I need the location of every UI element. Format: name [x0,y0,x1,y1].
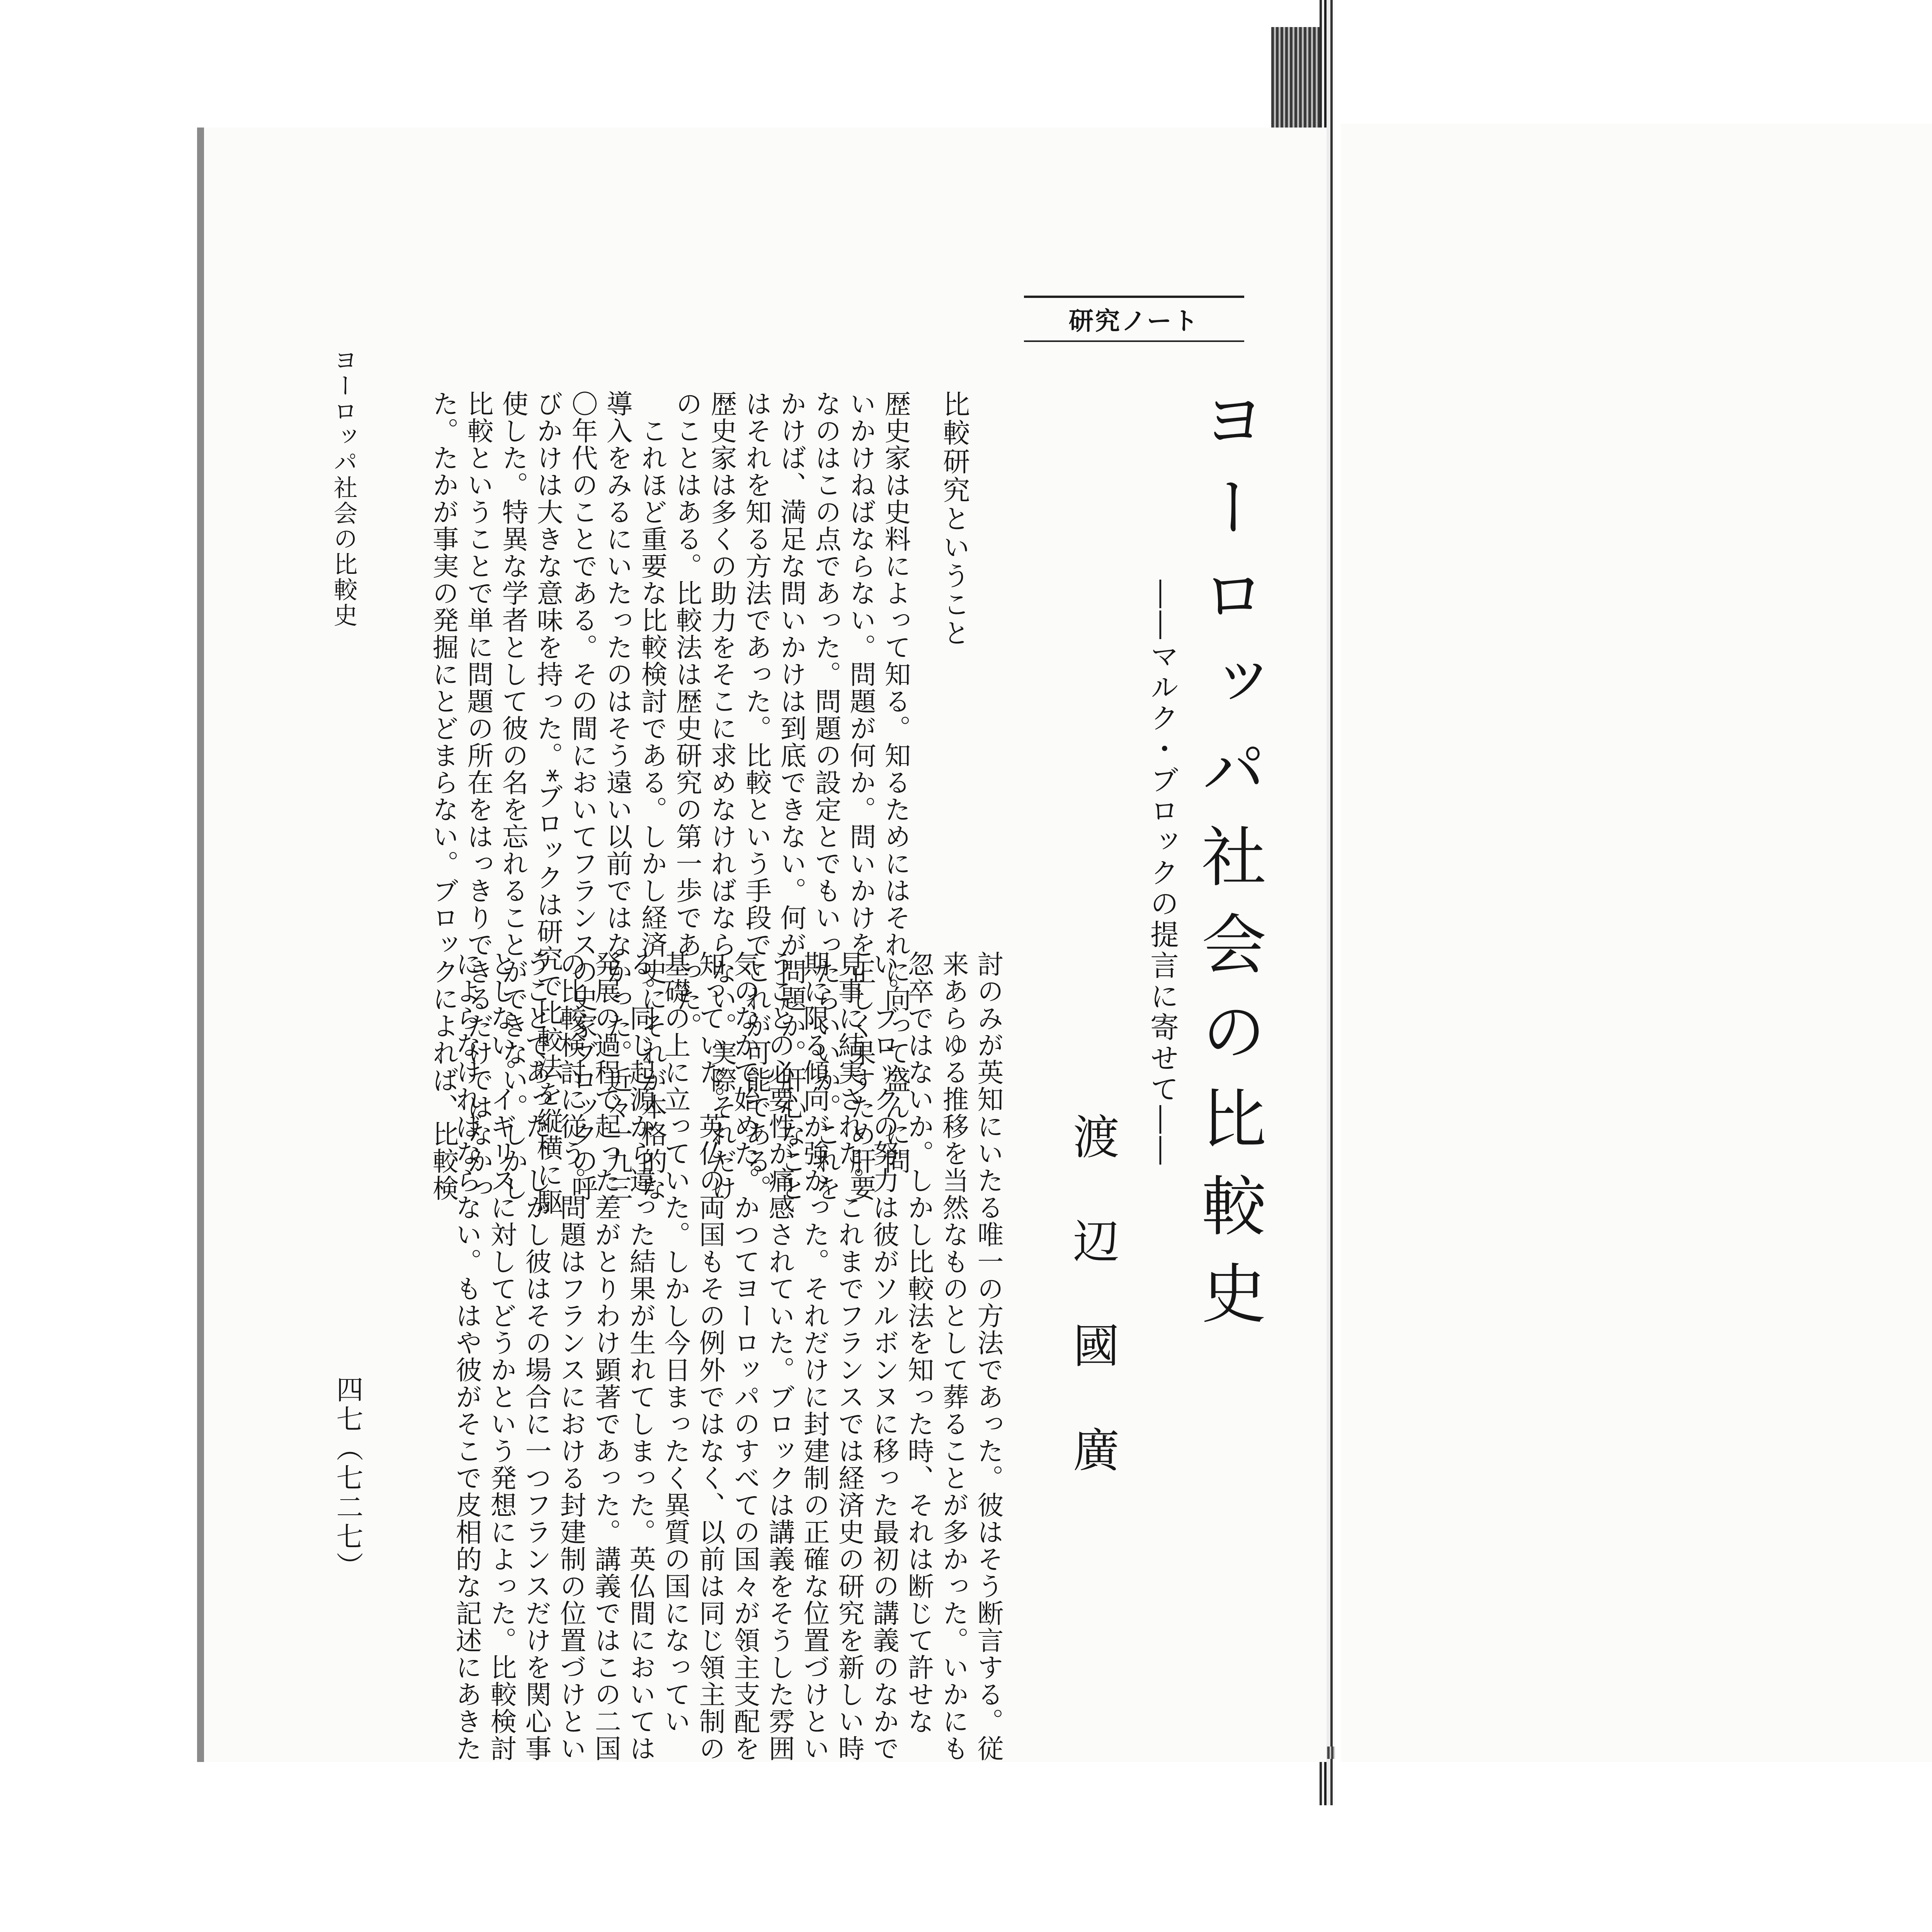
body-column: かけば、満足な問いかけは到底できない。何が問題か。肝心なこと [776,390,806,1202]
body-column: 知っていた。英仏の両国もその例外ではなく、以前は同じ領主制の [695,951,725,1762]
body-column: 〇年代のことである。その間においてフランスの史家ブロックの呼 [567,390,598,1202]
body-column: のことはある。比較法は歴史研究の第一歩であった。 [672,390,702,1039]
body-column: 歴史家は史料によって知る。知るためにはそれに向って盛んに問 [880,390,911,1175]
body-column: 使した。特異な学者として彼の名を忘れることができない。しかし [498,390,528,1202]
body-column: 期に限る傾向が強かった。それだけに封建制の正確な位置づけとい [799,951,830,1762]
body-column: の比較検討に従う。問題はフランスにおける封建制の位置づけとい [556,951,586,1762]
body-column: これほど重要な比較検討である。しかし経済史にそれが本格的な [637,390,667,1202]
right-page [1341,124,1932,1762]
body-column: なのはこの点であった。問題の設定とでもいったらいいか。これを [811,390,841,1202]
body-column: 基礎の上に立っていた。しかし今日まったく異質の国になってい [660,951,690,1735]
body-column: はそれを知る方法であった。比較という手段でこれが可能である。 [741,390,772,1202]
body-column: としない。イギリスに対してどうかという発想によった。比較検討 [486,951,517,1762]
body-column: 導入をみるにいたったのはそう遠い以前ではなかった。近々一九三 [602,390,633,1202]
page-folio: 四七（七二七） [332,1376,364,1581]
body-column: る。同じ起源から違った結果が生れてしまった。英仏間においては [625,951,656,1762]
body-column: 気のなかで始めた。かつてヨーロッパのすべての国々が領主支配を [730,951,760,1762]
article-type-label: 研究ノート [1024,296,1244,342]
body-column: 忽卒ではないか。しかし比較法を知った時、それは断じて許せな [903,951,934,1735]
body-column: によらなければならない。もはや彼がそこで皮相的な記述にあきた [451,951,482,1762]
body-column: うことであった。しかし彼はその場合に一つフランスだけを関心事 [521,951,551,1762]
running-head: ヨーロッパ社会の比較史 [330,348,358,628]
body-column: 来あらゆる推移を当然なものとして葬ることが多かった。いかにも [938,951,969,1762]
body-column: 見事に結実された。これまでフランスでは経済史の研究を新しい時 [834,951,864,1762]
body-column: た。たかが事実の発掘にとどまらない。ブロックによれば、比較検 [428,390,459,1202]
article-title: ヨーロッパ社会の比較史 [1191,386,1267,1347]
body-column: 比較ということで単に問題の所在をはっきりできるだけではなかっ [463,390,493,1202]
author-name: 渡辺國廣 [1065,1113,1119,1530]
body-column: い。ブロックの努力は彼がソルボンヌに移った最初の講義のなかで [869,951,899,1762]
body-column: 討のみが英知にいたる唯一の方法であった。彼はそう断言する。従 [973,951,1003,1762]
article-subtitle: ――マルク・ブロックの提言に寄せて―― [1146,580,1179,1167]
body-column: びかけは大きな意味を持った。*ブロックは研究で比較法を縦横に駆 [532,390,563,1216]
body-column: いかけねばならない。問題が何か。問いかけを正しく果すため肝要 [845,390,876,1202]
body-column: うことの必要性が痛感されていた。ブロックは講義をそうした雰囲 [764,951,795,1762]
section-heading: 比較研究ということ [939,390,970,648]
body-column: 発展の過程で起った差がとりわけ顕著であった。講義ではこの二国 [590,951,621,1762]
body-column: 歴史家は多くの助力をそこに求めなければならない。実際それだけ [706,390,737,1202]
